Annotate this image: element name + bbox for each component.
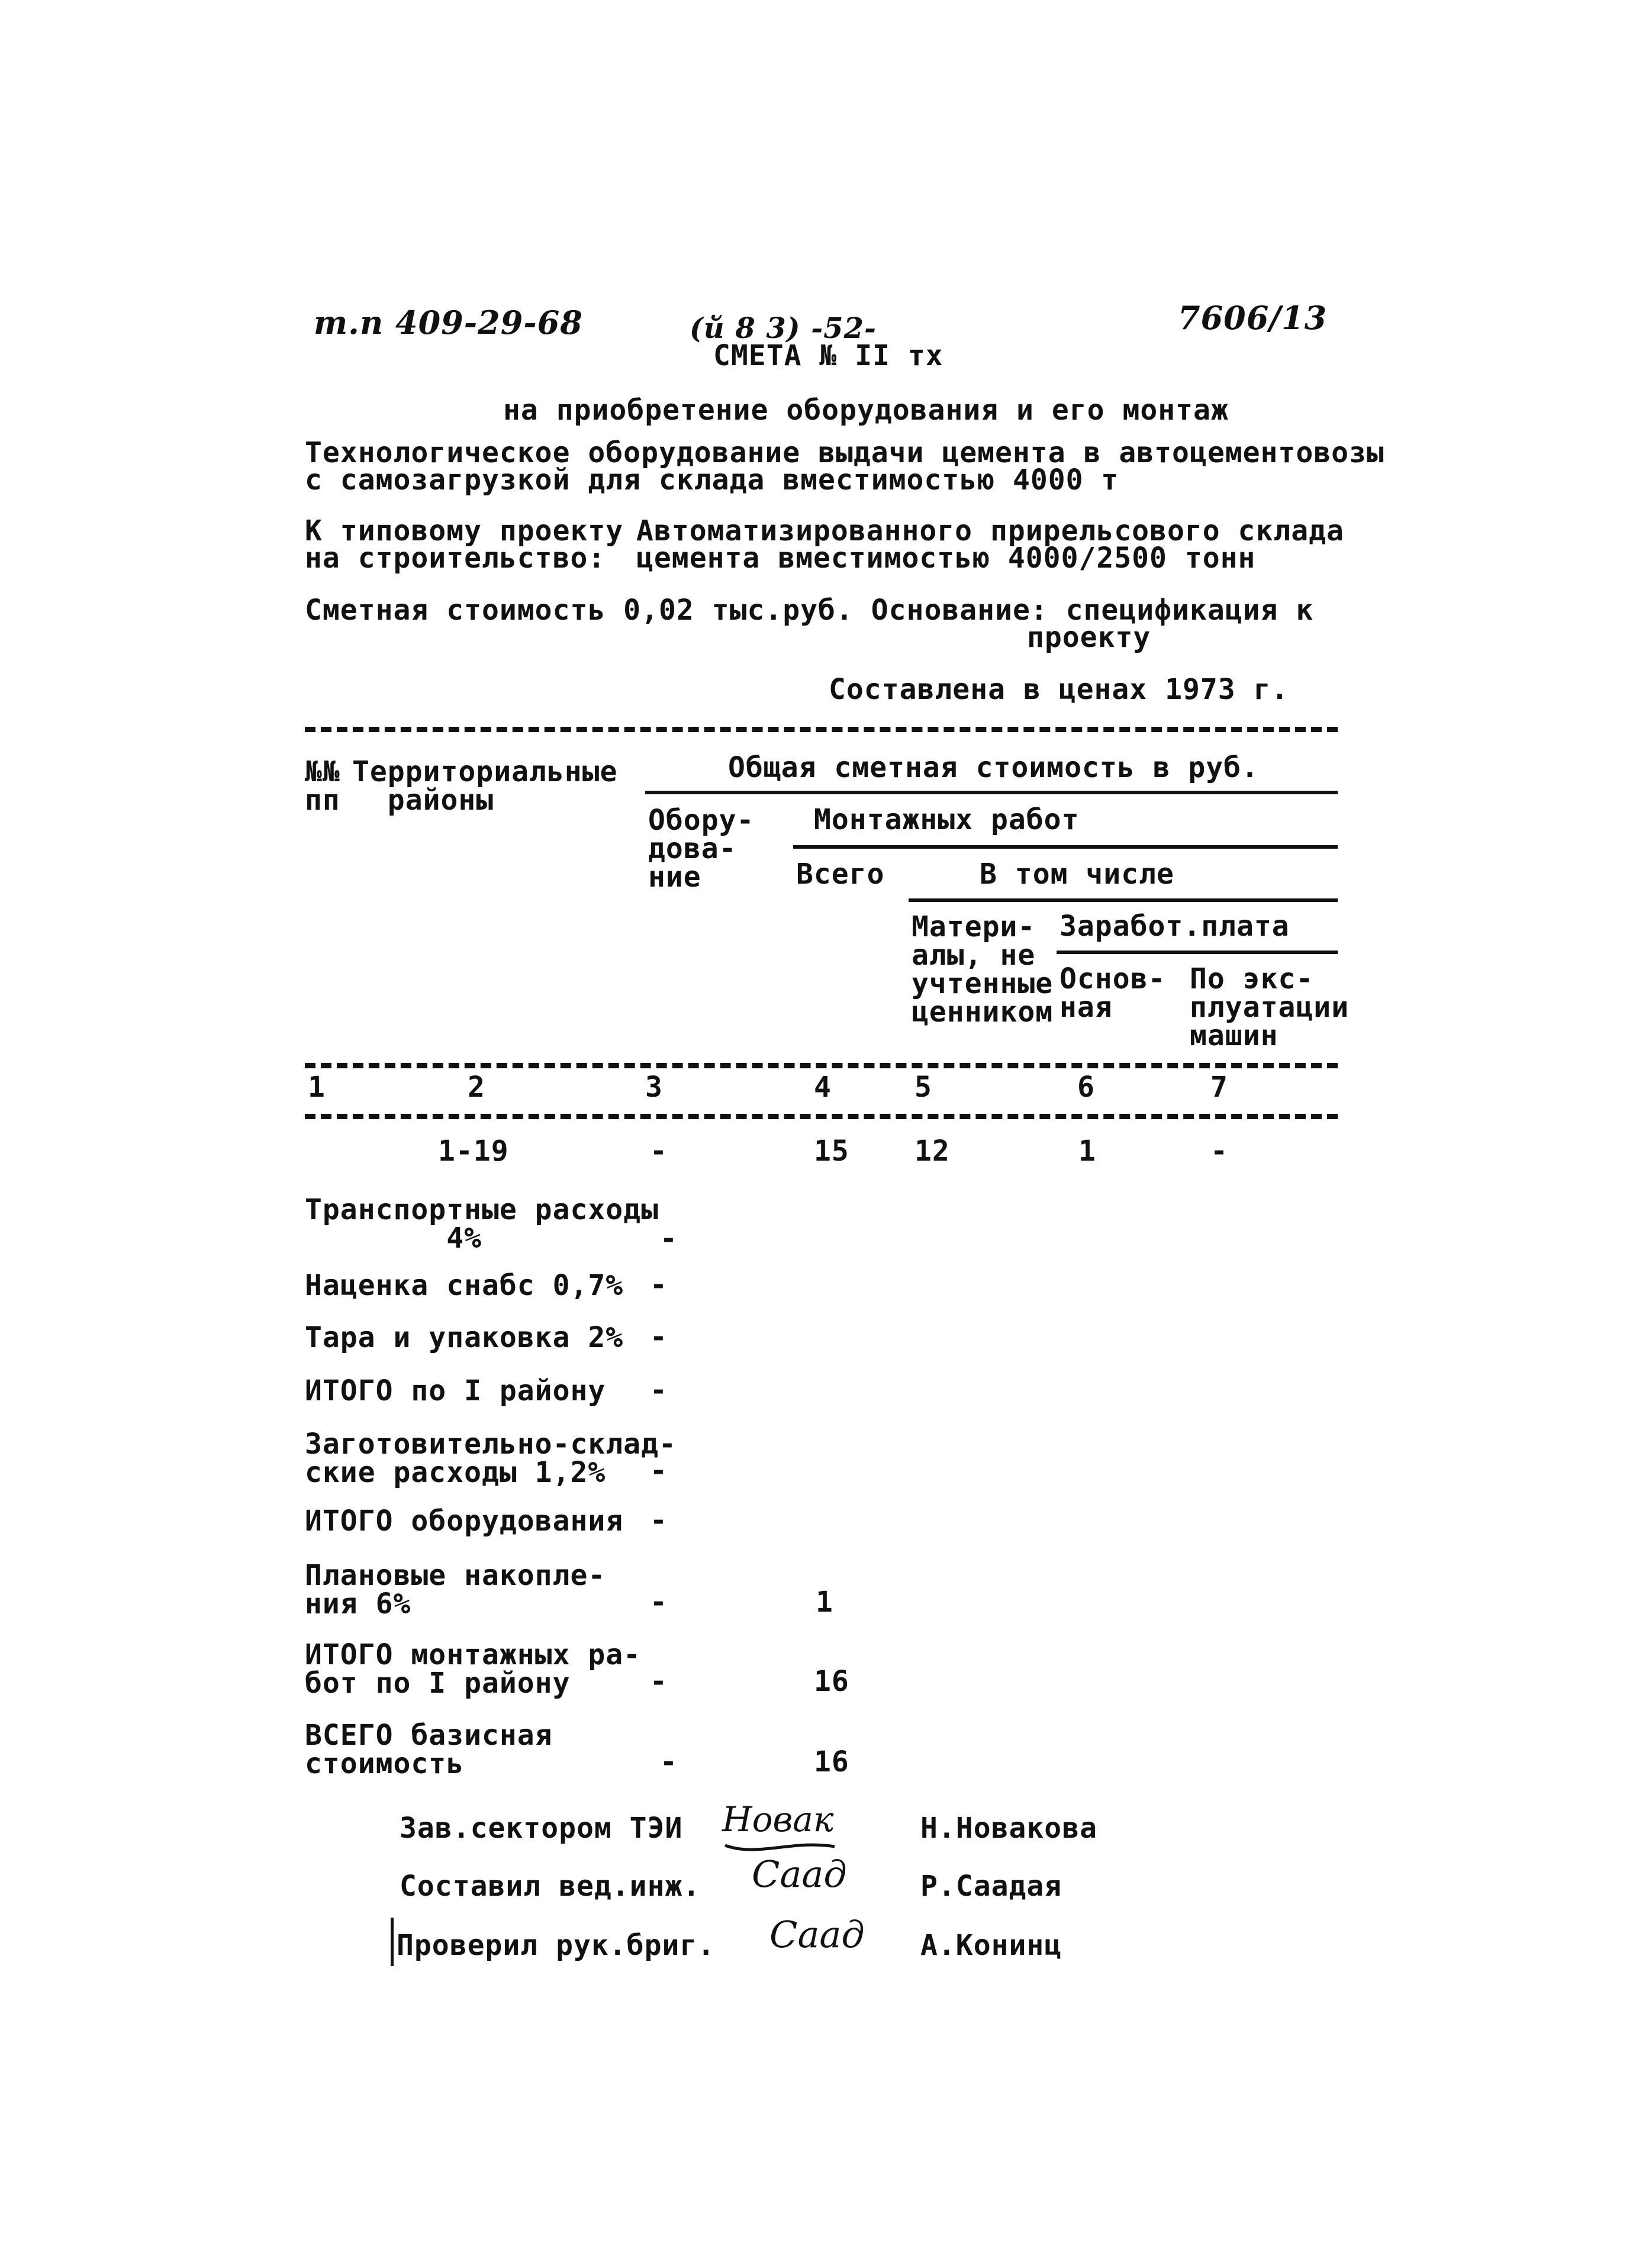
- header-rule-2: [793, 845, 1338, 849]
- row-markup-equipment: -: [650, 1268, 668, 1301]
- row-procurement-label: Заготовительно-склад- ские расходы 1,2%: [305, 1428, 677, 1489]
- col-header-materials: Матери- алы, не учтенные ценником: [912, 910, 1054, 1029]
- col-header-including: В том числе: [980, 858, 1174, 891]
- row-packaging-equipment: -: [650, 1320, 668, 1354]
- col-header-all: Всего: [796, 858, 885, 891]
- estimate-title: СМЕТА № II тх: [713, 339, 943, 372]
- row-grand-total-equipment: -: [660, 1745, 678, 1779]
- main-row-materials: 12: [914, 1135, 950, 1168]
- row-grand-total-all: 16: [814, 1745, 849, 1779]
- row-markup-label: Наценка снабс 0,7%: [305, 1269, 624, 1302]
- handwritten-signature-1: Новак: [722, 1799, 841, 1857]
- col-number-2: 2: [468, 1071, 485, 1104]
- project-value-2: цемента вместимостью 4000/2500 тонн: [636, 542, 1256, 575]
- project-label-2: на строительство:: [305, 542, 606, 575]
- main-row-basic: 1: [1078, 1135, 1096, 1168]
- col-number-3: 3: [645, 1071, 663, 1104]
- signature-role-3: Проверил рук.бриг.: [397, 1929, 716, 1962]
- col-header-total: Общая сметная стоимость в руб.: [728, 751, 1259, 784]
- row-total-equipment-value: -: [650, 1504, 668, 1537]
- header-rule-3: [909, 898, 1338, 902]
- row-transport-equipment: -: [660, 1222, 678, 1255]
- row-procurement-equipment: -: [650, 1454, 668, 1487]
- cost-basis-line: Сметная стоимость 0,02 тыс.руб. Основание: спецификация к: [305, 594, 1314, 627]
- table-top-rule: [305, 727, 1338, 732]
- header-bottom-rule: [305, 1063, 1338, 1068]
- col-number-4: 4: [814, 1071, 832, 1104]
- row-total-install-all: 16: [814, 1665, 849, 1698]
- col-header-install: Монтажных работ: [814, 803, 1080, 836]
- row-total-region-label: ИТОГО по I району: [305, 1374, 606, 1407]
- intro-line-3: с самозагрузкой для склада вместимостью 4000 т: [305, 463, 1119, 497]
- row-total-region-equipment: -: [650, 1374, 668, 1407]
- intro-line-1: на приобретение оборудования и его монтаж: [503, 394, 1229, 427]
- col-number-6: 6: [1077, 1071, 1095, 1104]
- signature-role-1: Зав.сектором ТЭИ: [400, 1812, 683, 1845]
- row-planned-savings-label: Плановые накопле- ния 6%: [305, 1559, 606, 1620]
- bracket-mark: [391, 1918, 394, 1966]
- col-number-7: 7: [1210, 1071, 1228, 1104]
- header-rule-1: [645, 791, 1338, 794]
- col-header-equipment: Обору- дова- ние: [648, 804, 755, 894]
- row-total-equipment-label: ИТОГО оборудования: [305, 1504, 624, 1538]
- row-packaging-label: Тара и упаковка 2%: [305, 1321, 624, 1354]
- cost-basis-line-2: проекту: [1027, 621, 1151, 654]
- numbers-bottom-rule: [305, 1114, 1338, 1119]
- signature-name-3: А.Конинц: [920, 1929, 1062, 1962]
- col-header-wages: Заработ.плата: [1060, 910, 1290, 943]
- intro-line-2: Технологическое оборудование выдачи цемента в автоцементовозы: [305, 436, 1384, 469]
- col-header-basic: Основ- ная: [1060, 962, 1166, 1024]
- main-row-equipment: -: [650, 1135, 668, 1168]
- row-total-install-label: ИТОГО монтажных ра- бот по I району: [305, 1638, 642, 1700]
- header-rule-4: [1057, 951, 1338, 954]
- col-header-machines: По экс- плуатации машин: [1190, 962, 1350, 1052]
- row-planned-savings-equipment: -: [650, 1586, 668, 1619]
- signature-role-2: Составил вед.инж.: [400, 1870, 701, 1903]
- signature-name-2: Р.Саадая: [920, 1870, 1062, 1903]
- sheet-code: (й 8 3) -52-: [690, 312, 877, 345]
- col-number-1: 1: [308, 1071, 326, 1104]
- row-planned-savings-all: 1: [816, 1586, 833, 1619]
- col-number-5: 5: [914, 1071, 932, 1104]
- row-grand-total-label: ВСЕГО базисная стоимость: [305, 1719, 553, 1780]
- handwritten-signature-3: Саад: [769, 1913, 865, 1956]
- main-row-machines: -: [1210, 1135, 1228, 1168]
- row-transport-label: Транспортные расходы 4%: [305, 1193, 659, 1255]
- handwritten-signature-2: Саад: [752, 1852, 847, 1896]
- project-code: т.п 409-29-68: [314, 304, 583, 341]
- row-total-install-equipment: -: [650, 1665, 668, 1698]
- main-row-region: 1-19: [438, 1135, 509, 1168]
- signature-name-1: Н.Новакова: [920, 1812, 1097, 1845]
- project-value-1: Автоматизированного прирельсового склада: [636, 514, 1344, 547]
- col-header-number: №№ пп: [305, 755, 340, 817]
- doc-number: 7606/13: [1178, 299, 1328, 337]
- project-label-1: К типовому проекту: [305, 514, 624, 547]
- col-header-region: Территориальные районы: [352, 755, 618, 817]
- main-row-all: 15: [814, 1135, 849, 1168]
- price-year: Составлена в ценах 1973 г.: [829, 673, 1289, 706]
